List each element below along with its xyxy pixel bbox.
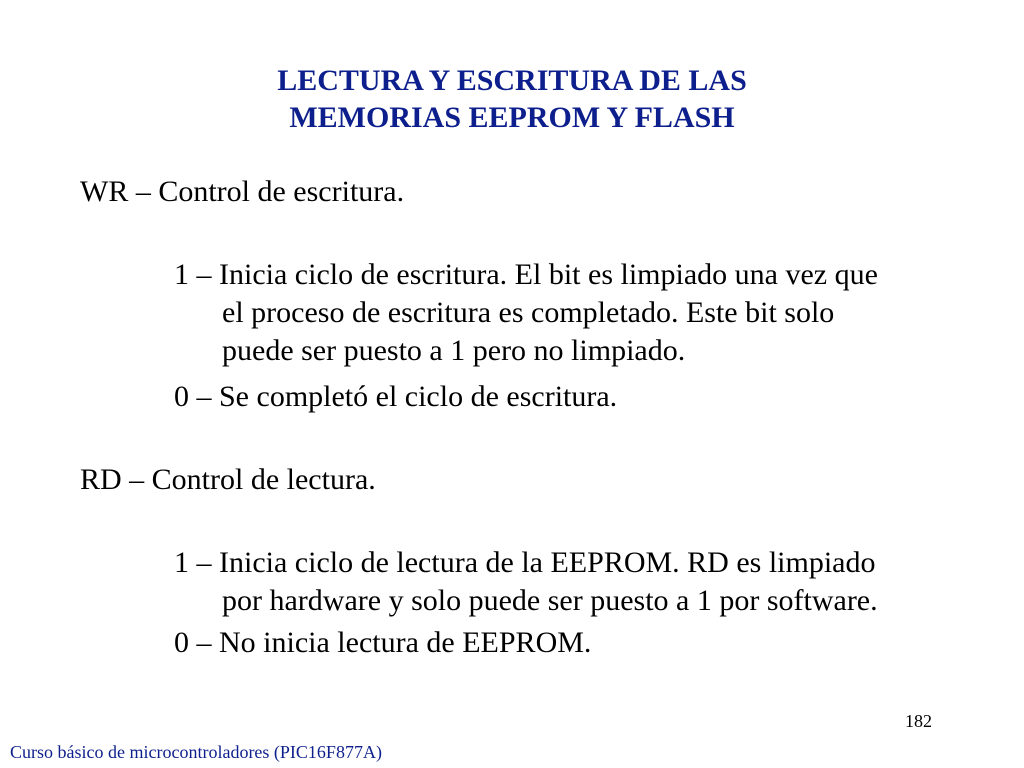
slide-title-line-1: LECTURA Y ESCRITURA DE LAS xyxy=(277,64,747,97)
rd-item-1: 1 – Inicia ciclo de lectura de la EEPROM. RD es limpiado xyxy=(174,546,876,579)
course-footer: Curso básico de microcontroladores (PIC16F877A) xyxy=(10,742,382,762)
slide-title-line-2: MEMORIAS EEPROM Y FLASH xyxy=(289,101,735,134)
wr-item-1-continuation-2: puede ser puesto a 1 pero no limpiado. xyxy=(222,334,686,367)
wr-heading: WR – Control de escritura. xyxy=(80,175,405,208)
wr-item-1: 1 – Inicia ciclo de escritura. El bit es limpiado una vez que xyxy=(174,258,878,291)
wr-item-0: 0 – Se completó el ciclo de escritura. xyxy=(174,380,618,413)
wr-item-1-continuation-1: el proceso de escritura es completado. Este bit solo xyxy=(222,296,835,329)
page-number: 182 xyxy=(905,711,932,731)
rd-item-1-continuation-1: por hardware y solo puede ser puesto a 1 por software. xyxy=(222,584,878,617)
rd-heading: RD – Control de lectura. xyxy=(80,463,376,496)
rd-item-0: 0 – No inicia lectura de EEPROM. xyxy=(174,626,592,659)
slide-title xyxy=(0,62,1024,136)
